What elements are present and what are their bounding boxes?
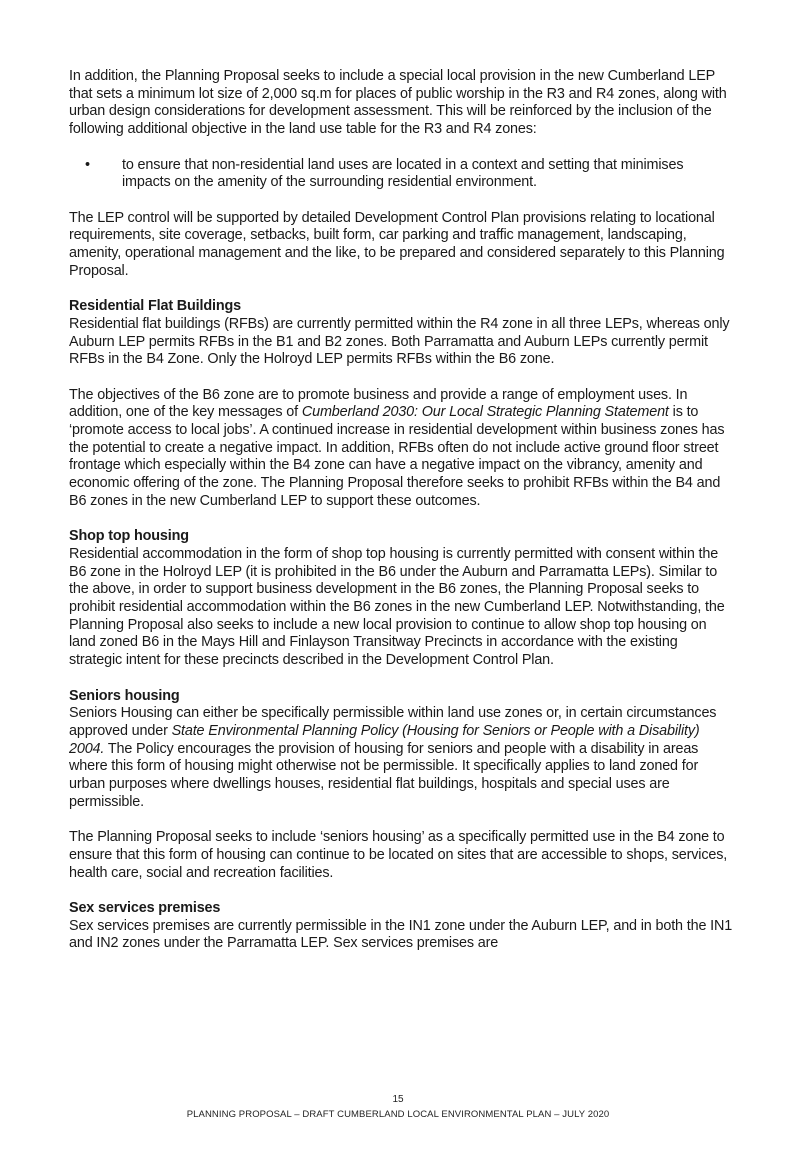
sex-services-paragraph: Sex services premises are currently permissible in the IN1 zone under the Auburn LEP, and in both the IN1 and IN2 zones under the Parramatta LEP. Sex services premises are [69, 917, 733, 952]
intro-paragraph-1: In addition, the Planning Proposal seeks to include a special local provision in the new Cumberland LEP that sets a minimum lot size of 2,000 sq.m for places of public worship in the R3 and R4 zones, along with urban design considerations for development assessment. This will be reinforced by the inclusion of the following additional objective in the land use table for the R3 and R4 zones: [69, 68, 727, 138]
page-number: 15 [392, 1094, 404, 1105]
bullet-icon: • [85, 156, 90, 173]
objective-list [69, 157, 734, 192]
strategy-title: Cumberland 2030: Our Local Strategic Planning Statement [301, 404, 669, 421]
section-heading-seniors: Seniors housing [69, 687, 180, 704]
sepp-title: State Environmental Planning Policy (Housing for Seniors or People with a Disability) 2004. [69, 722, 700, 757]
seniors-paragraph-2: The Planning Proposal seeks to include ‘seniors housing’ as a specifically permitted use in the B4 zone to ensure that this form of housing can continue to be located on sites that are accessible to shops, services, health care, social and recreation facilities. [69, 829, 728, 881]
footer-text: PLANNING PROPOSAL – DRAFT CUMBERLAND LOCAL ENVIRONMENTAL PLAN – JULY 2020 [186, 1109, 610, 1120]
rfb-paragraph-2 [69, 387, 734, 511]
rfb-paragraph-1: Residential flat buildings (RFBs) are currently permitted within the R4 zone in all three LEPs, whereas only Auburn LEP permits RFBs in the B1 and B2 zones. Both Parramatta and Auburn LEPs currently permit RFBs in the B4 Zone. Only the Holroyd LEP permits RFBs within the B6 zone. [69, 315, 730, 368]
intro-paragraph-2: The LEP control will be supported by detailed Development Control Plan provisions relating to locational requirements, site coverage, setbacks, built form, car parking and traffic management, landscaping, amenity, operational management and the like, to be prepared and considered separately to this Planning Proposal. [69, 209, 725, 279]
seniors-paragraph-1-text-a: Seniors Housing can either be specifically permissible within land use zones or, in certain circumstances approved under [69, 705, 717, 739]
rfb-paragraph-2-text-a: The objectives of the B6 zone are to promote business and provide a range of employment uses. In addition, one of the key messages of [69, 386, 688, 421]
document-body [69, 68, 734, 953]
section-heading-rfb: Residential Flat Buildings [69, 298, 242, 315]
section-heading-shop-top: Shop top housing [69, 528, 189, 545]
shop-top-paragraph: Residential accommodation in the form of shop top housing is currently permitted with consent within the B6 zone in the Holroyd LEP (it is prohibited in the B6 under the Auburn and Parramatta LEPs). Similar to the above, in order to support business development in the B6 zones, the Planning Proposal seeks to prohibit residential accommodation within the B6 zones in the new Cumberland LEP. Notwithstanding, the Planning Proposal also seeks to include a new local provision to continue to allow shop top housing on land zoned B6 in the Mays Hill and Finlayson Transitway Precincts in accordance with the existing strategic intent for these precincts described in the Development Control Plan. [69, 545, 725, 669]
rfb-paragraph-2-text-b: is to ‘promote access to local jobs’. A continued increase in residential development within business zones has the potential to create a negative impact. In addition, RFBs often do not include active ground floor street frontage which especially within the B4 zone can have a negative impact on the vibrancy, amenity and economic offering of the zone. The Planning Proposal therefore seeks to prohibit RFBs within the B4 and B6 zones in the new Cumberland LEP to support these outcomes. [69, 404, 725, 509]
seniors-paragraph-1 [69, 705, 734, 811]
section-heading-sex-services: Sex services premises [69, 899, 221, 916]
seniors-paragraph-1-text-b: The Policy encourages the provision of housing for seniors and people with a disability in areas where this form of housing might otherwise not be permissible. It specifically applies to land zoned for urban purposes where dwellings houses, residential flat buildings, hospitals and special uses are permissible. [69, 740, 699, 810]
list-item-text: to ensure that non-residential land uses are located in a context and setting that minimises impacts on the amenity of the surrounding residential environment. [122, 156, 684, 191]
list-item [69, 157, 734, 192]
